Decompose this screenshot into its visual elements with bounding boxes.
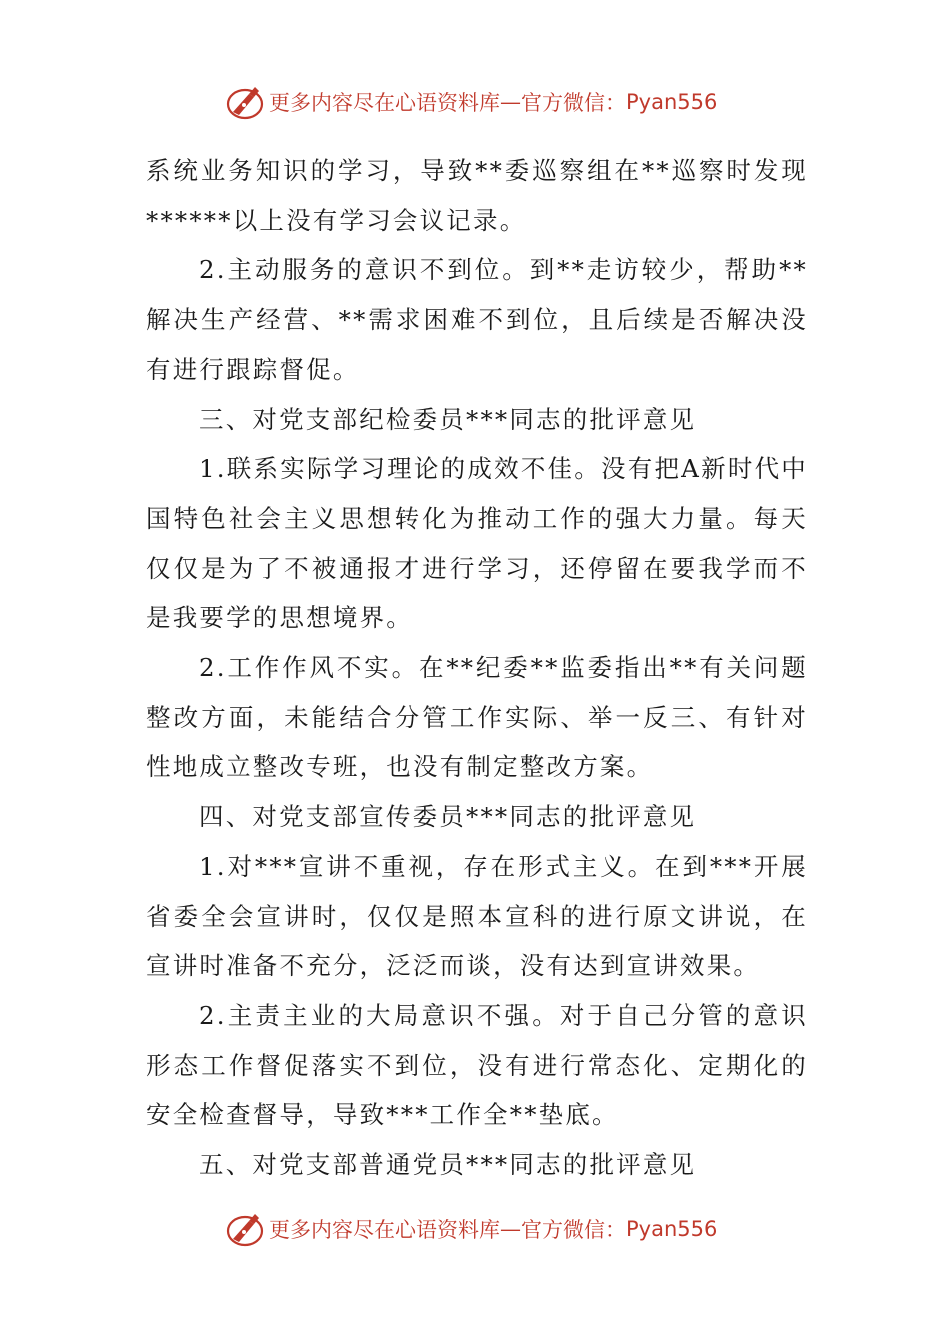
paragraph-item: 2.主责主业的大局意识不强。对于自己分管的意识形态工作督促落实不到位，没有进行常态化、定期化的安全检查督导，导致***工作全**垫底。 [146,1000,808,1130]
banner-dash: — [500,1217,521,1241]
section-heading: 五、对党支部普通党员***同志的批评意见 [199,1150,697,1180]
paragraph-item: 1.联系实际学习理论的成效不佳。没有把A新时代中国特色社会主义思想转化为推动工作的强大力量。每天仅仅是为了不被通报才进行学习，还停留在要我学而不是我要学的思想境界。 [146,454,808,633]
banner-brand-text: 更多内容尽在心语资料库 [269,1218,500,1242]
paragraph-item: 2.主动服务的意识不到位。到**走访较少，帮助**解决生产经营、**需求困难不到位，且后续是否解决没有进行跟踪督促。 [146,255,808,384]
banner-wechat-handle: Pyan556 [626,1217,718,1241]
banner-official-label: 官方微信： [521,1218,626,1242]
header-banner [225,80,725,124]
pen-nib-icon [225,82,265,122]
section-heading: 四、对党支部宣传委员***同志的批评意见 [199,802,697,832]
section-heading: 三、对党支部纪检委员***同志的批评意见 [199,404,697,434]
pen-nib-icon [225,1209,265,1249]
paragraph-item: 2.工作作风不实。在**纪委**监委指出**有关问题整改方面，未能结合分管工作实际、举一反三、有针对性地成立整改专班，也没有制定整改方案。 [146,653,808,782]
banner-wechat-handle: Pyan556 [626,90,718,114]
document-body [146,146,808,1190]
paragraph-item: 1.对***宣讲不重视，存在形式主义。在到***开展省委全会宣讲时，仅仅是照本宣科的进行原文讲说，在宣讲时准备不充分，泛泛而谈，没有达到宣讲效果。 [146,851,808,981]
banner-dash: — [500,90,521,114]
paragraph-continuation: 系统业务知识的学习，导致**委巡察组在**巡察时发现******以上没有学习会议记录。 [146,156,808,235]
footer-banner [225,1207,725,1251]
banner-brand-text: 更多内容尽在心语资料库 [269,91,500,115]
banner-official-label: 官方微信： [521,91,626,115]
